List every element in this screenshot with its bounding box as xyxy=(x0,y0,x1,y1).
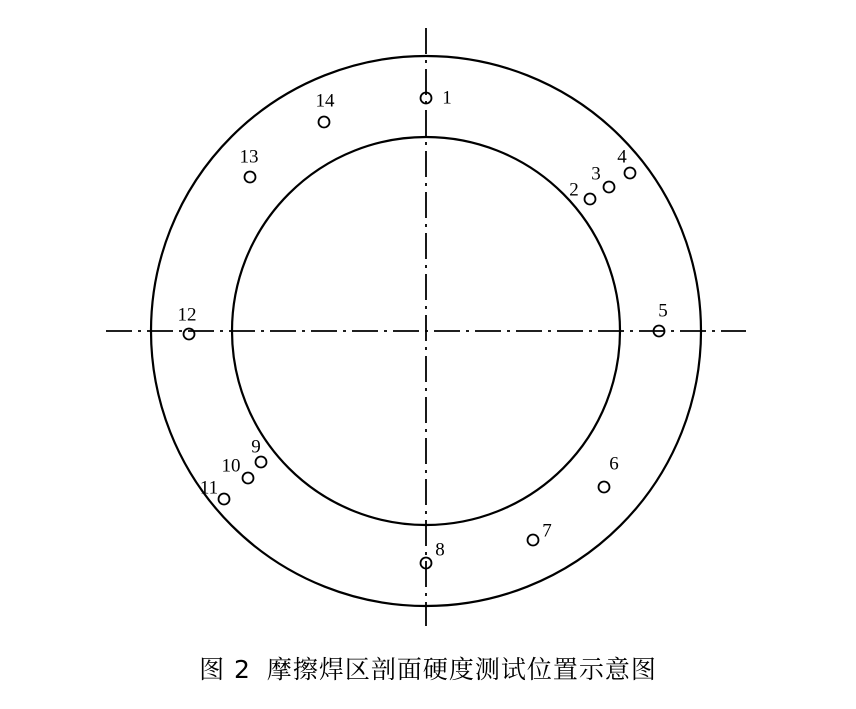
test-point-label-12: 12 xyxy=(177,304,197,326)
test-point-label-14: 14 xyxy=(315,90,335,112)
test-point-marker xyxy=(528,535,539,546)
test-point-marker xyxy=(625,168,636,179)
test-point-marker xyxy=(243,473,254,484)
test-point-label-3: 3 xyxy=(591,163,601,185)
test-point-label-11: 11 xyxy=(199,477,219,499)
test-point-marker xyxy=(585,194,596,205)
test-point-marker xyxy=(256,457,267,468)
test-point-label-6: 6 xyxy=(609,453,619,475)
test-point-label-1: 1 xyxy=(442,87,452,109)
test-point-marker xyxy=(219,494,230,505)
figure-caption xyxy=(0,650,856,686)
test-point-marker xyxy=(245,172,256,183)
test-point-label-5: 5 xyxy=(658,300,668,322)
test-point-label-9: 9 xyxy=(251,436,261,458)
figure-caption-text: 摩擦焊区剖面硬度测试位置示意图 xyxy=(266,655,657,684)
test-point-label-8: 8 xyxy=(435,539,445,561)
test-point-label-10: 10 xyxy=(221,455,241,477)
test-point-label-13: 13 xyxy=(239,146,259,168)
test-point-label-7: 7 xyxy=(542,520,552,542)
test-point-marker xyxy=(599,482,610,493)
test-point-label-2: 2 xyxy=(569,179,579,201)
test-point-label-4: 4 xyxy=(617,146,627,168)
test-point-marker xyxy=(604,182,615,193)
figure-caption-number: 图 2 xyxy=(199,655,251,684)
test-point-marker xyxy=(319,117,330,128)
